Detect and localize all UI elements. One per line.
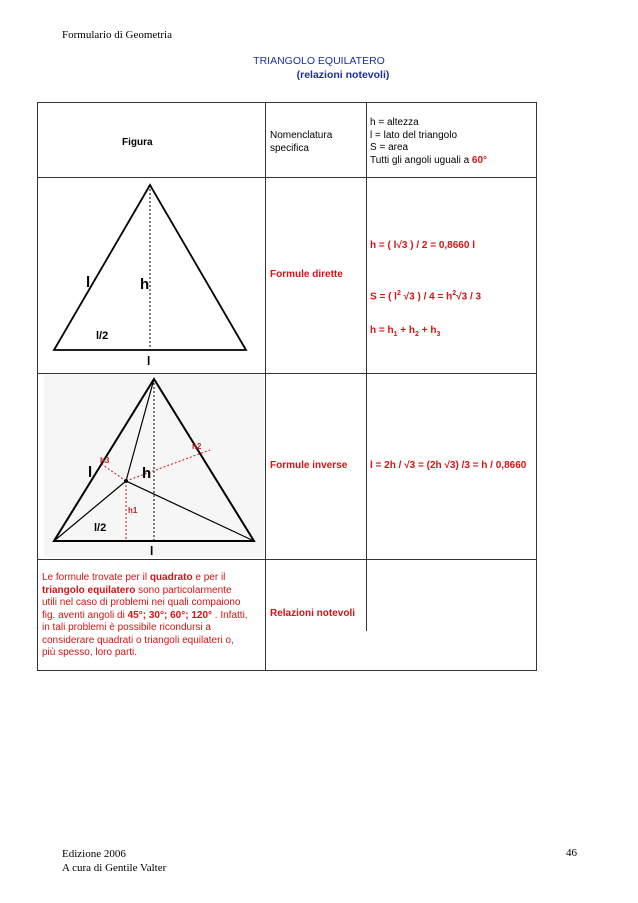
side-label: l xyxy=(88,464,93,481)
table-divider xyxy=(38,177,536,178)
base-label: l xyxy=(150,544,154,557)
table-divider xyxy=(38,559,536,560)
formula-area: S = ( $l^2$ √3 ) / $4 = h^2√3 / 3$ xyxy=(370,290,482,303)
page-title xyxy=(0,54,638,82)
nomenclature-line: S = area xyxy=(370,142,409,153)
running-header: Formulario di Geometria xyxy=(62,29,172,41)
nomenclature-line: l = lato del triangolo xyxy=(370,129,458,141)
relations-label: Relazioni notevoli xyxy=(270,608,356,619)
nomenclature-line: Tutti gli angoli uguali a 60° xyxy=(370,154,488,166)
nomenclature-line: h = altezza xyxy=(370,117,419,128)
footer-left xyxy=(62,847,166,875)
note-text: Le formule trovate per il quadrato e per il triangolo equilatero sono particolarmente utili nel caso di problemi nei quali compaiono fig. aventi angoli di 45°; 30°; 60°; 120° . Infatti, in tali problemi è possibile ricondursi a considerare quadrati o triangoli equilateri o, più spesso, loro parti. xyxy=(42,572,248,658)
direct-formulas-label: Formule dirette xyxy=(270,269,343,280)
title-main: TRIANGOLO EQUILATERO xyxy=(253,55,385,67)
figure-header: Figura xyxy=(122,137,153,148)
formula-height-sum: $h = h_1 + h_2 + h_3$ xyxy=(370,325,441,338)
nomenclature-list xyxy=(370,117,487,167)
side-label: l xyxy=(86,274,91,291)
inverse-formula: l = 2h / √3 = (2h √3) /3 = h / 0,8660 xyxy=(370,460,527,471)
page-number: 46 xyxy=(566,847,577,859)
title-sub: (relazioni notevoli) xyxy=(296,69,390,81)
nomenclature-label: Nomenclatura specifica xyxy=(270,130,333,154)
equilateral-triangle-figure xyxy=(46,179,258,371)
table-divider xyxy=(366,103,367,631)
edition: Edizione 2006 xyxy=(62,848,126,860)
interior-point xyxy=(124,479,128,483)
formula-height: h = ( l√3 ) / 2 = 0,8660 l xyxy=(370,240,475,251)
inverse-formulas-label: Formule inverse xyxy=(270,460,348,471)
base-label: l xyxy=(147,354,151,368)
author: A cura di Gentile Valter xyxy=(62,862,167,874)
triangle-heights-figure xyxy=(44,375,264,557)
height-label: h xyxy=(140,276,150,293)
h3-label: h3 xyxy=(100,456,110,465)
table-divider xyxy=(38,373,536,374)
h2-label: h2 xyxy=(192,442,202,451)
half-base-label: l/2 xyxy=(96,330,109,342)
formula-table xyxy=(37,102,537,671)
table-divider xyxy=(265,103,266,670)
half-base-label: l/2 xyxy=(94,522,107,534)
height-label: h xyxy=(142,465,152,482)
h1-label: h1 xyxy=(128,506,138,515)
